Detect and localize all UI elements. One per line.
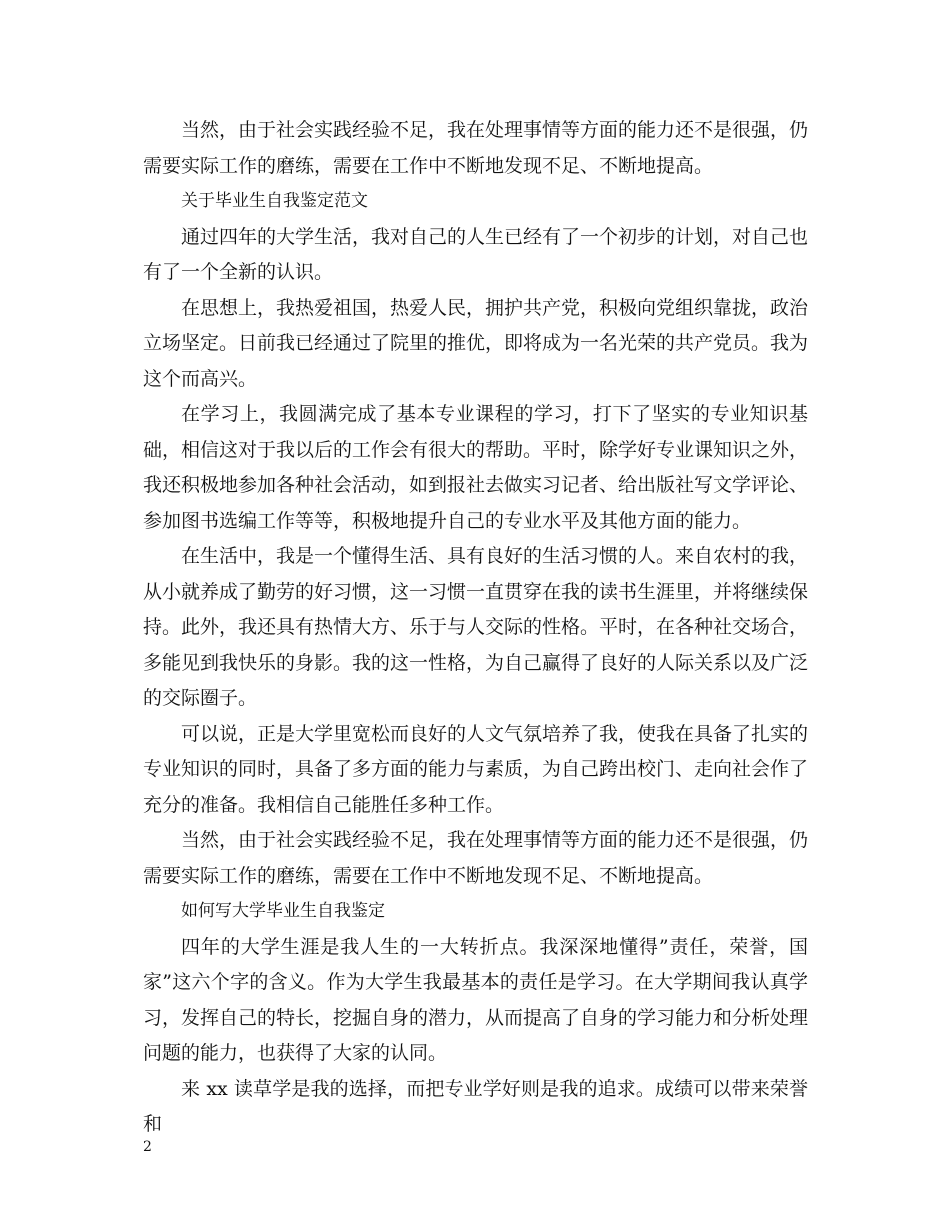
paragraph: 当然，由于社会实践经验不足，我在处理事情等方面的能力还不是很强，仍需要实际工作的磨练，需要在工作中不断地发现不足、不断地提高。 — [143, 829, 809, 887]
paragraph: 来 xx 读草学是我的选择，而把专业学好则是我的追求。成绩可以带来荣誉和 — [143, 1077, 808, 1135]
paragraph: 在学习上，我圆满完成了基本专业课程的学习，打下了坚实的专业知识基础，相信这对于我以后的工作会有很大的帮助。平时，除学好专业课知识之外，我还积极地参加各种社会活动，如到报社去做实习记者、给出版社写文学评论、参加图书选编工作等等，积极地提升自己的专业水平及其他方面的能力。 — [143, 403, 809, 532]
paragraph: 通过四年的大学生活，我对自己的人生已经有了一个初步的计划，对自己也有了一个全新的认识。 — [143, 225, 809, 283]
page-number: 2 — [143, 1139, 152, 1155]
paragraph: 可以说，正是大学里宽松而良好的人文气氛培养了我，使我在具备了扎实的专业知识的同时，具备了多方面的能力与素质，为自己跨出校门、走向社会作了充分的准备。我相信自己能胜任多种工作。 — [143, 722, 809, 816]
document-body — [143, 113, 808, 1143]
paragraph: 在生活中，我是一个懂得生活、具有良好的生活习惯的人。来自农村的我，从小就养成了勤劳的好习惯，这一习惯一直贯穿在我的读书生涯里，并将继续保持。此外，我还具有热情大方、乐于与人交际的性格。平时，在各种社交场合，多能见到我快乐的身影。我的这一性格，为自己赢得了良好的人际关系以及广泛的交际圈子。 — [143, 545, 809, 709]
section-heading: 如何写大学毕业生自我鉴定 — [181, 901, 385, 921]
paragraph: 在思想上，我热爱祖国，热爱人民，拥护共产党，积极向党组织靠拢，政治立场坚定。日前我已经通过了院里的推优，即将成为一名光荣的共产党员。我为这个而高兴。 — [143, 296, 809, 390]
section-heading: 关于毕业生自我鉴定范文 — [181, 191, 368, 211]
paragraph: 四年的大学生涯是我人生的一大转折点。我深深地懂得”责任，荣誉，国家”这六个字的含义。作为大学生我最基本的责任是学习。在大学期间我认真学习，发挥自己的特长，挖掘自身的潜力，从而提高了自身的学习能力和分析处理问题的能力，也获得了大家的认同。 — [143, 935, 809, 1064]
paragraph: 当然，由于社会实践经验不足，我在处理事情等方面的能力还不是很强，仍需要实际工作的磨练，需要在工作中不断地发现不足、不断地提高。 — [143, 119, 809, 177]
